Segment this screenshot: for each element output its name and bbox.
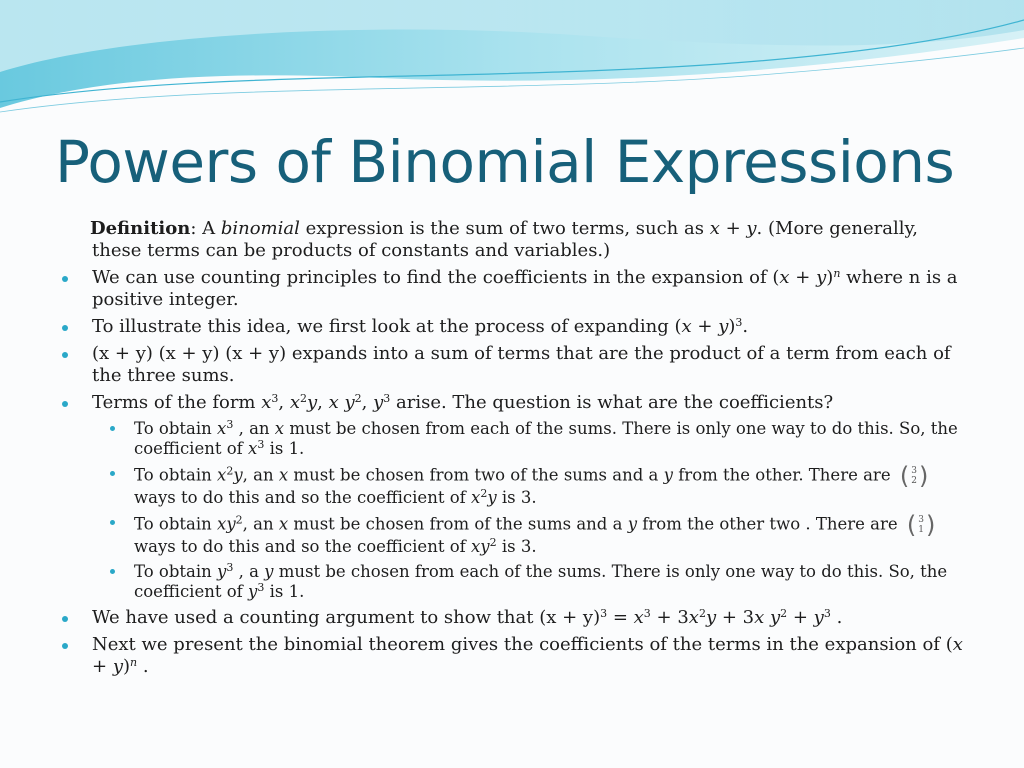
bullet-icon [62, 276, 68, 282]
bullet-icon [62, 325, 68, 331]
bullet-icon [62, 401, 68, 407]
bullet-icon [62, 616, 68, 622]
bullet-item: We have used a counting argument to show that $(x + y)^3 = x^3 + 3x^2y + 3x$ $y^2 + y^3$ . [60, 607, 970, 629]
binomial-coefficient: ( 3 2 ) [899, 462, 929, 490]
bullet-item: We can use counting principles to find the coefficients in the expansion of $(x + y)^n$ where n is a positive integer. [60, 267, 970, 311]
sub-bullet-icon [110, 520, 115, 525]
definition-label: Definition [90, 218, 191, 239]
bullet-item: (x + y) (x + y) (x + y) expands into a sum of terms that are the product of a term from each of the three sums. [60, 343, 970, 387]
sub-bullet-item: To obtain $x^3$ , an x must be chosen from each of the sums. There is only one way to do this. So, the coefficient of $x^3$ is 1. [60, 419, 970, 459]
bullet-item: To illustrate this idea, we first look at the process of expanding $(x + y)^3$. [60, 316, 970, 338]
bullet-item: Next we present the binomial theorem gives the coefficients of the terms in the expansion of $(x + y)^n$ . [60, 634, 970, 678]
sub-bullet-item: To obtain $x^2y$, an x must be chosen from two of the sums and a y from the other. There are ( 3 2 ) ways to do this and so the coefficient of $x^2y$ is 3. [60, 464, 970, 508]
sub-bullet-icon [110, 426, 115, 431]
sub-bullet-item: To obtain $y^3$ , a y must be chosen from each of the sums. There is only one way to do this. So, the coefficient of $y^3$ is 1. [60, 562, 970, 602]
bullet-icon [62, 643, 68, 649]
binomial-coefficient: ( 3 1 ) [906, 511, 936, 539]
slide-body [60, 218, 970, 683]
bullet-item: Terms of the form $x^3$, $x^2y$, x $y^2$, $y^3$ arise. The question is what are the coefficients? [60, 392, 970, 414]
sub-bullet-icon [110, 569, 115, 574]
sub-bullet-item: To obtain $xy^2$, an x must be chosen from of the sums and a y from the other two . There are ( 3 1 ) ways to do this and so the coefficient of $xy^2$ is 3. [60, 513, 970, 557]
slide-title: Powers of Binomial Expressions [55, 128, 955, 196]
bullet-icon [62, 352, 68, 358]
definition-paragraph: Definition: A binomial expression is the sum of two terms, such as x + y. (More generally, these terms can be products of constants and variables.) [90, 218, 919, 261]
sub-bullet-icon [110, 471, 115, 476]
header-wave-decoration [0, 0, 1024, 120]
